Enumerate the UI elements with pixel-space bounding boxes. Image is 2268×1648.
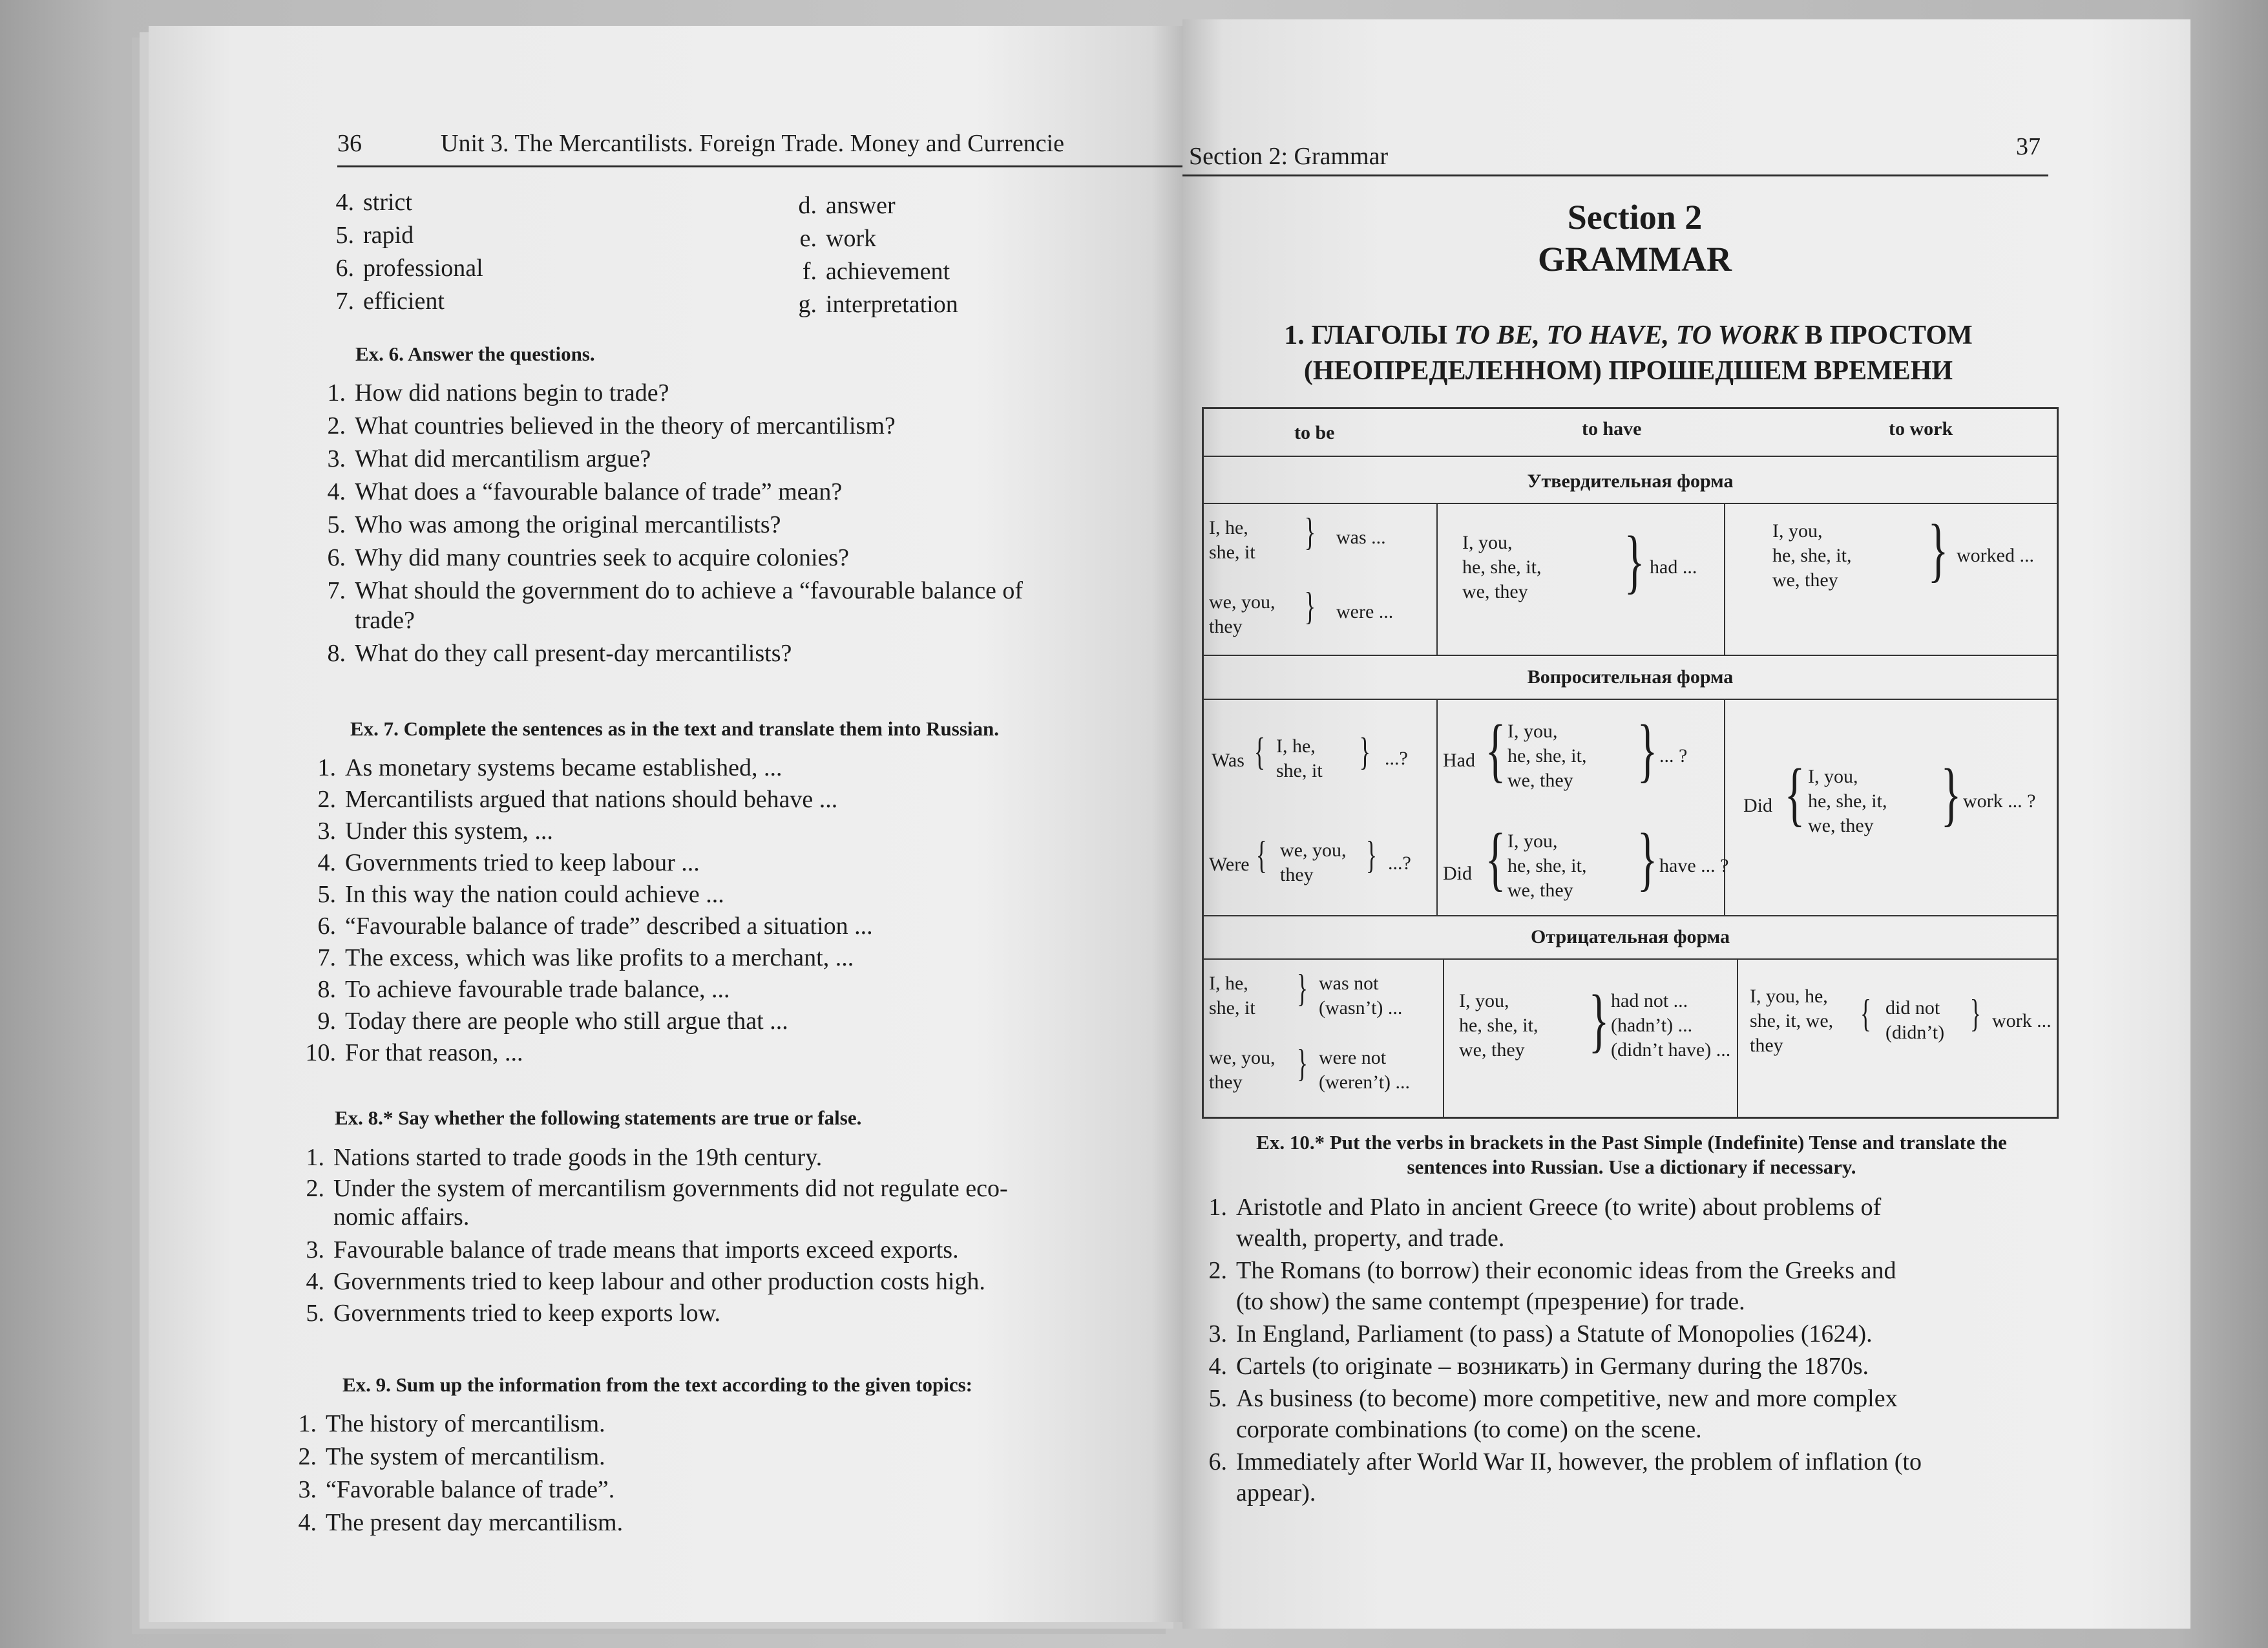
ex10-heading: Ex. 10.* Put the verbs in brackets in the Past Simple (Indefinite) Tense and translate the — [1256, 1131, 2007, 1154]
list-item: 1. The history of mercantilism. — [298, 1410, 605, 1437]
brace-icon: } — [1969, 992, 1982, 1035]
brace-icon: { — [1485, 819, 1506, 898]
ex9-heading: Ex. 9. Sum up the information from the text according to the given topics: — [342, 1373, 973, 1396]
list-item: 2. What countries believed in the theory of mercantilism? — [327, 412, 896, 439]
ex8-heading: Ex. 8.* Say whether the following statements are true or false. — [335, 1106, 862, 1129]
brace-icon: { — [1254, 730, 1266, 773]
list-item: 2. The system of mercantilism. — [298, 1443, 605, 1470]
section-subtitle: GRAMMAR — [1538, 240, 1732, 279]
list-item: 8. To achieve favourable trade balance, ... — [317, 976, 730, 1003]
page-number-right: 37 — [2016, 133, 2041, 160]
list-item: 3. In England, Parliament (to pass) a Statute of Monopolies (1624). — [1208, 1320, 1873, 1347]
list-item-continuation: nomic affairs. — [333, 1203, 470, 1231]
interrogative-form-heading: Вопросительная форма — [1527, 666, 1734, 688]
list-item: 7. What should the government do to achieve a “favourable balance of — [327, 577, 1024, 604]
list-item: d. answer — [798, 192, 896, 219]
header-rule — [337, 165, 1182, 167]
brace-icon: } — [1296, 1042, 1308, 1084]
ex10-heading-line2: sentences into Russian. Use a dictionary if necessary. — [1407, 1156, 1856, 1178]
ex6-heading: Ex. 6. Answer the questions. — [355, 343, 595, 365]
list-item-continuation: corporate combinations (to come) on the scene. — [1236, 1416, 1702, 1443]
brace-icon: } — [1588, 980, 1610, 1059]
column-header-to-have: to have — [1582, 418, 1642, 439]
list-item: 5. Who was among the original mercantilists? — [327, 511, 781, 538]
list-item: 6. Immediately after World War II, however, the problem of inflation (to — [1208, 1448, 1922, 1475]
list-item: 8. What do they call present-day mercantilists? — [327, 640, 792, 667]
list-item: 5. As business (to become) more competitive, new and more complex — [1208, 1385, 1898, 1412]
list-item: 4. The present day mercantilism. — [298, 1509, 624, 1536]
brace-icon: } — [1624, 522, 1645, 600]
list-item: f. achievement — [802, 258, 950, 285]
brace-icon: } — [1359, 730, 1371, 773]
list-item: 1. As monetary systems became established, ... — [317, 754, 782, 781]
list-item: 7. efficient — [335, 288, 445, 315]
list-item: 6. professional — [335, 255, 483, 282]
list-item: 2. Under the system of mercantilism governments did not regulate eco- — [306, 1175, 1008, 1202]
right-page — [1182, 19, 2190, 1629]
ex7-heading: Ex. 7. Complete the sentences as in the text and translate them into Russian. — [350, 717, 1000, 740]
list-item: 4. Governments tried to keep labour and other production costs high. — [306, 1268, 985, 1295]
list-item: 1. Aristotle and Plato in ancient Greece (to write) about problems of — [1208, 1194, 1882, 1221]
list-item: 3. Favourable balance of trade means that imports exceed exports. — [306, 1236, 959, 1263]
column-header-to-be: to be — [1294, 422, 1335, 443]
brace-icon: } — [1927, 510, 1949, 589]
header-rule — [1182, 174, 2048, 176]
list-item: 4. Cartels (to originate – возникать) in Germany during the 1870s. — [1208, 1353, 1869, 1380]
list-item: g. interpretation — [798, 291, 958, 318]
list-item: 6. Why did many countries seek to acquire colonies? — [327, 544, 850, 571]
list-item: 3. “Favorable balance of trade”. — [298, 1476, 615, 1503]
brace-icon: { — [1485, 710, 1506, 789]
left-page — [149, 26, 1182, 1622]
list-item-continuation: trade? — [355, 607, 415, 634]
list-item: 3. Under this system, ... — [317, 818, 553, 845]
brace-icon: } — [1296, 967, 1308, 1009]
section-title: Section 2 — [1567, 198, 1703, 237]
list-item: 9. Today there are people who still argue that ... — [317, 1008, 788, 1035]
list-item: 7. The excess, which was like profits to a merchant, ... — [317, 944, 854, 971]
brace-icon: { — [1255, 834, 1268, 876]
list-item: 4. What does a “favourable balance of trade” mean? — [327, 478, 843, 505]
brace-icon: } — [1940, 754, 1962, 833]
conjugation-table: to be to have to work Утвердительная форма I, he, she, it } was ... we, you, they } were ... I, you, he, she, it, we, they } had ... I, you, he, she, it, we, they } worked ... Вопросительная форма Was { I, he, she, it } ...? Were { we, you, they } ...? Had { I, you, he, she, it, we, they } ... ? Did { I, you, he, she, it, we, they } have ... ? Did { I, you, he, she, it, we, they } work ... ? Отрицательная форма I, he, she, it } was not (wasn’t) ... we, you, they } were not (weren’t) ... I, you, he, she, it, we, they } had not ... (hadn’t) ... (didn’t have) ... I, you, he, she, it, we, they { did not (didn’t) } work ... — [1202, 407, 2059, 1119]
brace-icon: } — [1304, 585, 1316, 628]
running-header-right: Section 2: Grammar — [1189, 143, 1389, 170]
page-number-left: 36 — [337, 130, 362, 157]
list-item: 1. How did nations begin to trade? — [327, 379, 669, 407]
grammar-heading: 1. ГЛАГОЛЫ TO BE, TO HAVE, TO WORK В ПРОСТОМ — [1284, 321, 1973, 350]
list-item: 5. Governments tried to keep exports low. — [306, 1300, 721, 1327]
list-item: 5. rapid — [335, 222, 414, 249]
brace-icon: } — [1304, 511, 1316, 553]
brace-icon: } — [1637, 819, 1658, 898]
list-item: 2. Mercantilists argued that nations should behave ... — [317, 786, 838, 813]
list-item: 2. The Romans (to borrow) their economic ideas from the Greeks and — [1208, 1257, 1896, 1284]
list-item: 10. For that reason, ... — [305, 1039, 523, 1066]
brace-icon: } — [1365, 834, 1378, 876]
column-header-to-work: to work — [1889, 418, 1953, 439]
grammar-heading-line2: (НЕОПРЕДЕЛЕННОМ) ПРОШЕДШЕМ ВРЕМЕНИ — [1303, 356, 1953, 386]
list-item: 4. Governments tried to keep labour ... — [317, 849, 700, 876]
list-item-continuation: wealth, property, and trade. — [1236, 1225, 1505, 1252]
list-item: 4. strict — [335, 189, 412, 216]
negative-form-heading: Отрицательная форма — [1531, 926, 1730, 947]
brace-icon: { — [1860, 992, 1872, 1035]
list-item: 6. “Favourable balance of trade” described a situation ... — [317, 913, 873, 940]
list-item-continuation: (to show) the same contempt (презрение) for trade. — [1236, 1288, 1745, 1315]
list-item: 3. What did mercantilism argue? — [327, 445, 651, 472]
running-header-left: Unit 3. The Mercantilists. Foreign Trade. Money and Currencie — [441, 130, 1064, 157]
list-item: 1. Nations started to trade goods in the 19th century. — [306, 1144, 823, 1171]
brace-icon: { — [1784, 754, 1805, 833]
brace-icon: } — [1637, 710, 1658, 789]
list-item-continuation: appear). — [1236, 1479, 1316, 1506]
list-item: 5. In this way the nation could achieve ... — [317, 881, 724, 908]
list-item: e. work — [799, 225, 877, 252]
affirmative-form-heading: Утвердительная форма — [1527, 470, 1734, 492]
